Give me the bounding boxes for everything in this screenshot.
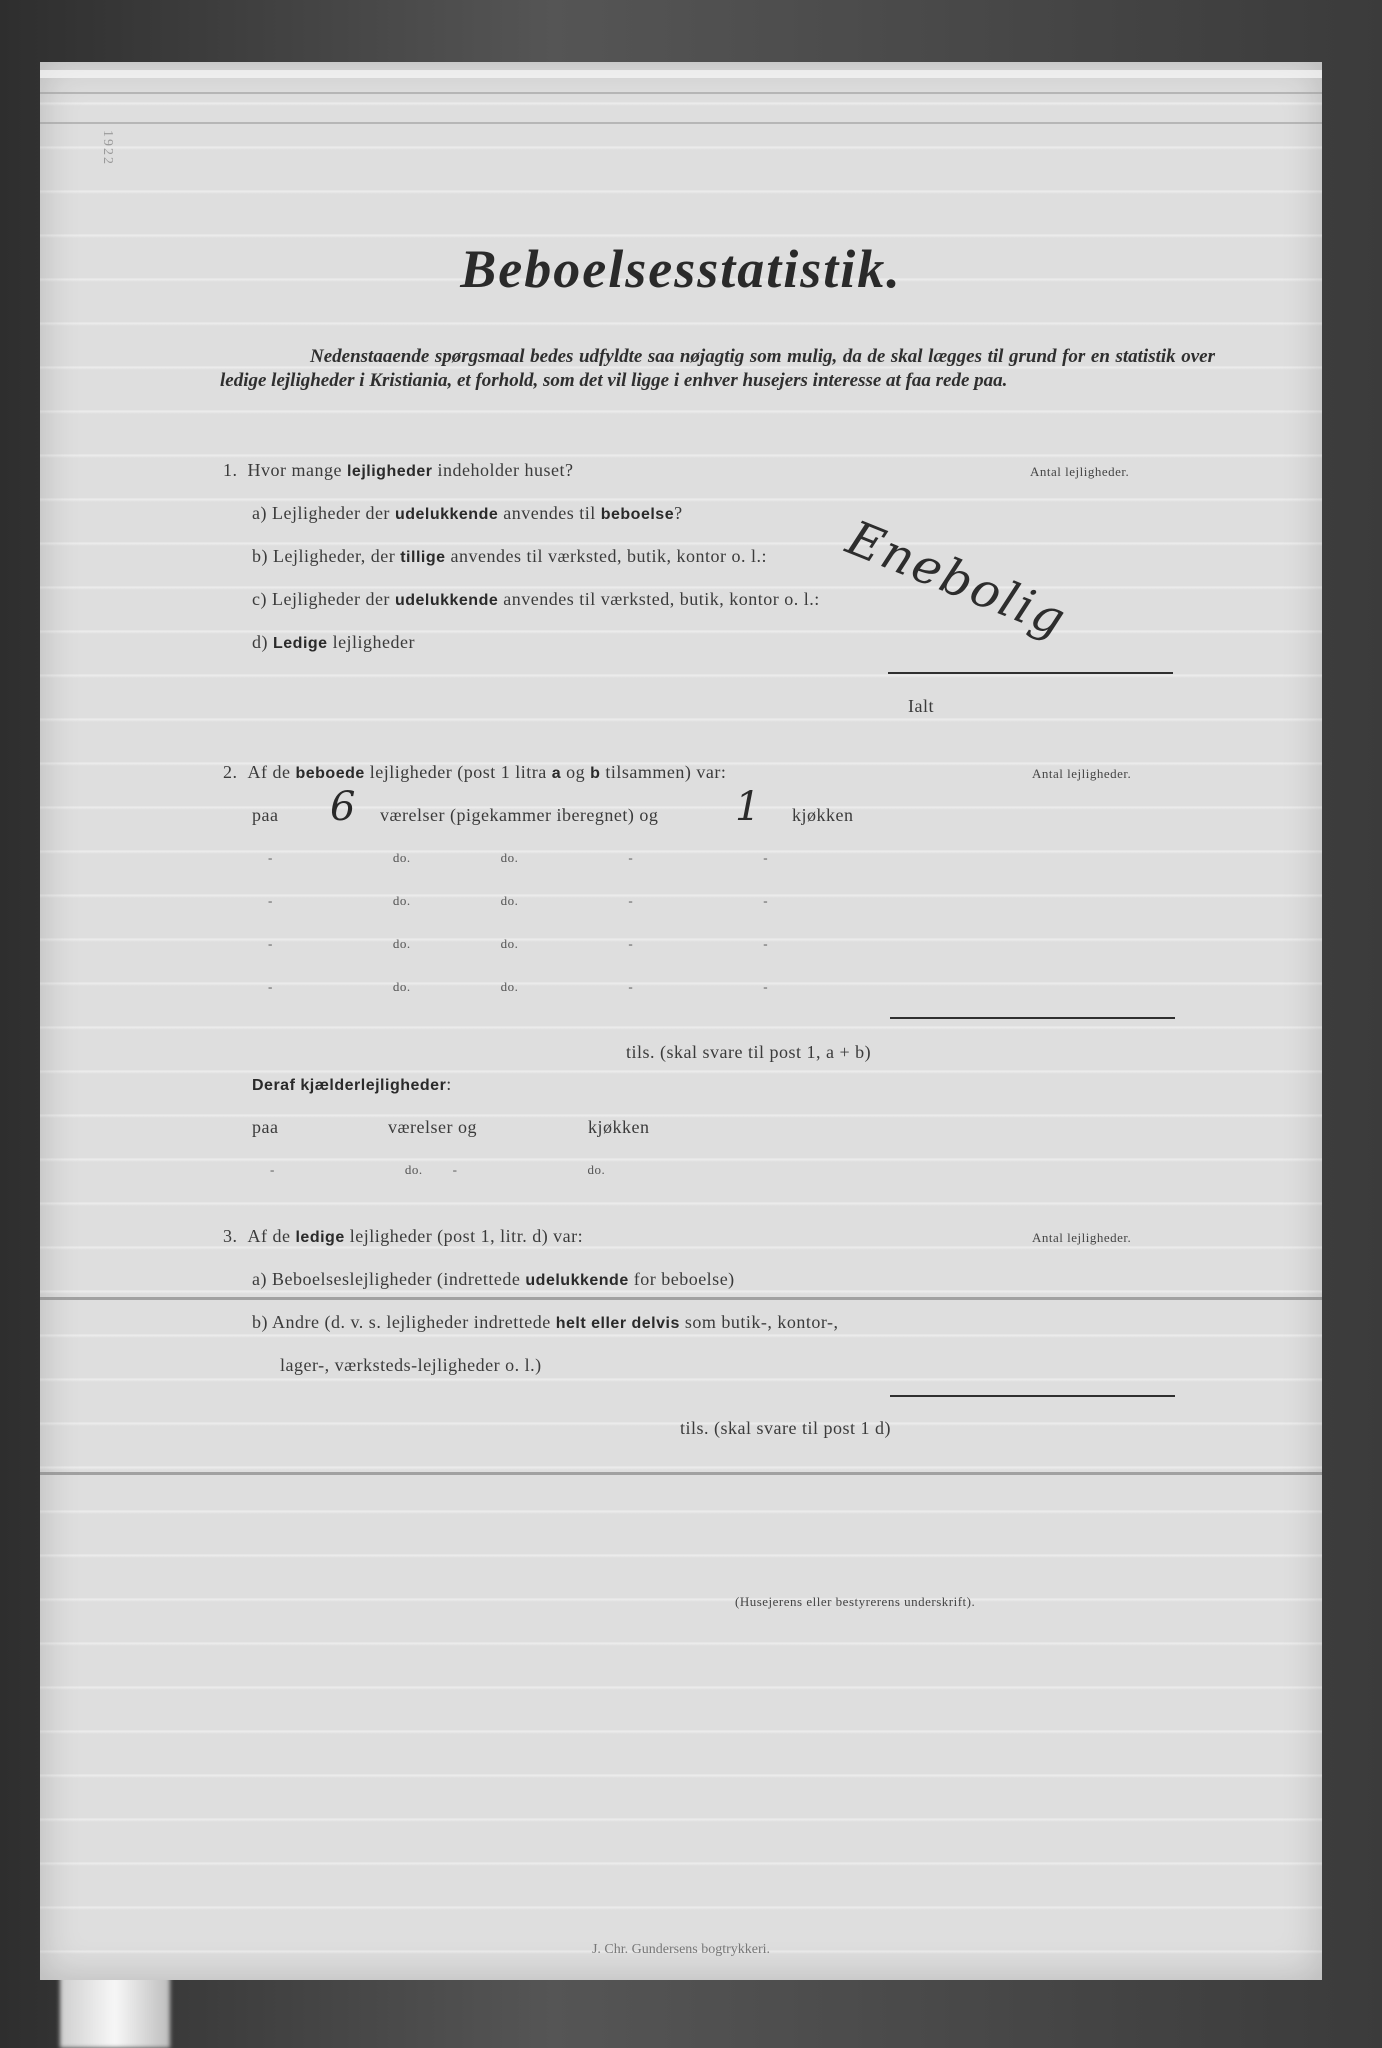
q1-column-header: Antal lejligheder. bbox=[1030, 464, 1130, 479]
q1-item-d: d) Ledige lejligheder bbox=[252, 632, 416, 652]
q3-column-header: Antal lejligheder. bbox=[1032, 1230, 1132, 1245]
q3-total-line bbox=[890, 1395, 1175, 1397]
q3-total-label: tils. (skal svare til post 1 d) bbox=[680, 1418, 891, 1438]
cellar-row-kitchen: kjøkken bbox=[588, 1117, 650, 1137]
q1-question: 1. Hvor mange lejligheder indeholder huset? bbox=[223, 460, 574, 480]
q2-row-1-rooms: værelser (pigekammer iberegnet) og bbox=[380, 805, 659, 825]
cellar-row-paa: paa bbox=[252, 1117, 279, 1137]
cellar-row-do: - do. - do. bbox=[270, 1162, 606, 1177]
top-rule bbox=[40, 92, 1322, 94]
q2-total-label: tils. (skal svare til post 1, a + b) bbox=[626, 1042, 872, 1062]
q2-row-3: - do. do. - - bbox=[268, 893, 769, 908]
q2-row-1-paa: paa bbox=[252, 805, 279, 825]
q3-item-b-cont: lager-, værksteds-lejligheder o. l.) bbox=[280, 1355, 542, 1375]
handwritten-answer: Enebolig bbox=[839, 510, 1075, 649]
cellar-heading: Deraf kjælderlejligheder: bbox=[252, 1074, 452, 1094]
intro-text: Nedenstaaende spørgsmaal bedes udfyldte saa nøjagtig som mulig, da de skal lægges til grund for en statistik over ledige lejligheder i Kristiania, et forhold, som det vil ligge i enhver husejers interesse at faa rede paa. bbox=[220, 346, 1215, 391]
q1-item-c: c) Lejligheder der udelukkende anvendes til værksted, butik, kontor o. l.: bbox=[252, 589, 820, 609]
q2-total-line bbox=[890, 1017, 1175, 1019]
q2-row-1-kitchen: kjøkken bbox=[792, 805, 854, 825]
q2-row-4: - do. do. - - bbox=[268, 936, 769, 951]
top-band bbox=[40, 70, 1322, 78]
margin-stamp: 1922 bbox=[100, 130, 115, 166]
handwritten-kitchens: 1 bbox=[735, 784, 761, 830]
fold-line-1 bbox=[40, 1297, 1322, 1300]
q3-item-a: a) Beboelseslejligheder (indrettede udelukkende for beboelse) bbox=[252, 1269, 735, 1289]
handwritten-rooms: 6 bbox=[330, 784, 356, 830]
q1-item-b: b) Lejligheder, der tillige anvendes til værksted, butik, kontor o. l.: bbox=[252, 546, 767, 566]
q2-row-2: - do. do. - - bbox=[268, 850, 769, 865]
q2-column-header: Antal lejligheder. bbox=[1032, 766, 1132, 781]
q2-question: 2. Af de beboede lejligheder (post 1 litra a og b tilsammen) var: bbox=[223, 762, 727, 782]
form-sheet bbox=[40, 62, 1322, 1980]
signature-caption: (Husejerens eller bestyrerens underskrift). bbox=[735, 1594, 976, 1609]
top-rule-2 bbox=[40, 122, 1322, 124]
q1-total-line bbox=[888, 672, 1173, 674]
q2-row-5: - do. do. - - bbox=[268, 979, 769, 994]
fold-line-2 bbox=[40, 1472, 1322, 1475]
q3-item-b: b) Andre (d. v. s. lejligheder indrettede helt eller delvis som butik-, kontor-, bbox=[252, 1312, 839, 1332]
q1-item-a: a) Lejligheder der udelukkende anvendes til beboelse? bbox=[252, 503, 683, 523]
cellar-row-rooms: værelser og bbox=[388, 1117, 477, 1137]
light-flare bbox=[60, 1975, 170, 2048]
q1-total-label: Ialt bbox=[908, 696, 934, 716]
q3-question: 3. Af de ledige lejligheder (post 1, litr. d) var: bbox=[223, 1226, 584, 1246]
form-title: Beboelsesstatistik. bbox=[460, 239, 902, 299]
printer-imprint: J. Chr. Gundersens bogtrykkeri. bbox=[591, 1942, 771, 1957]
